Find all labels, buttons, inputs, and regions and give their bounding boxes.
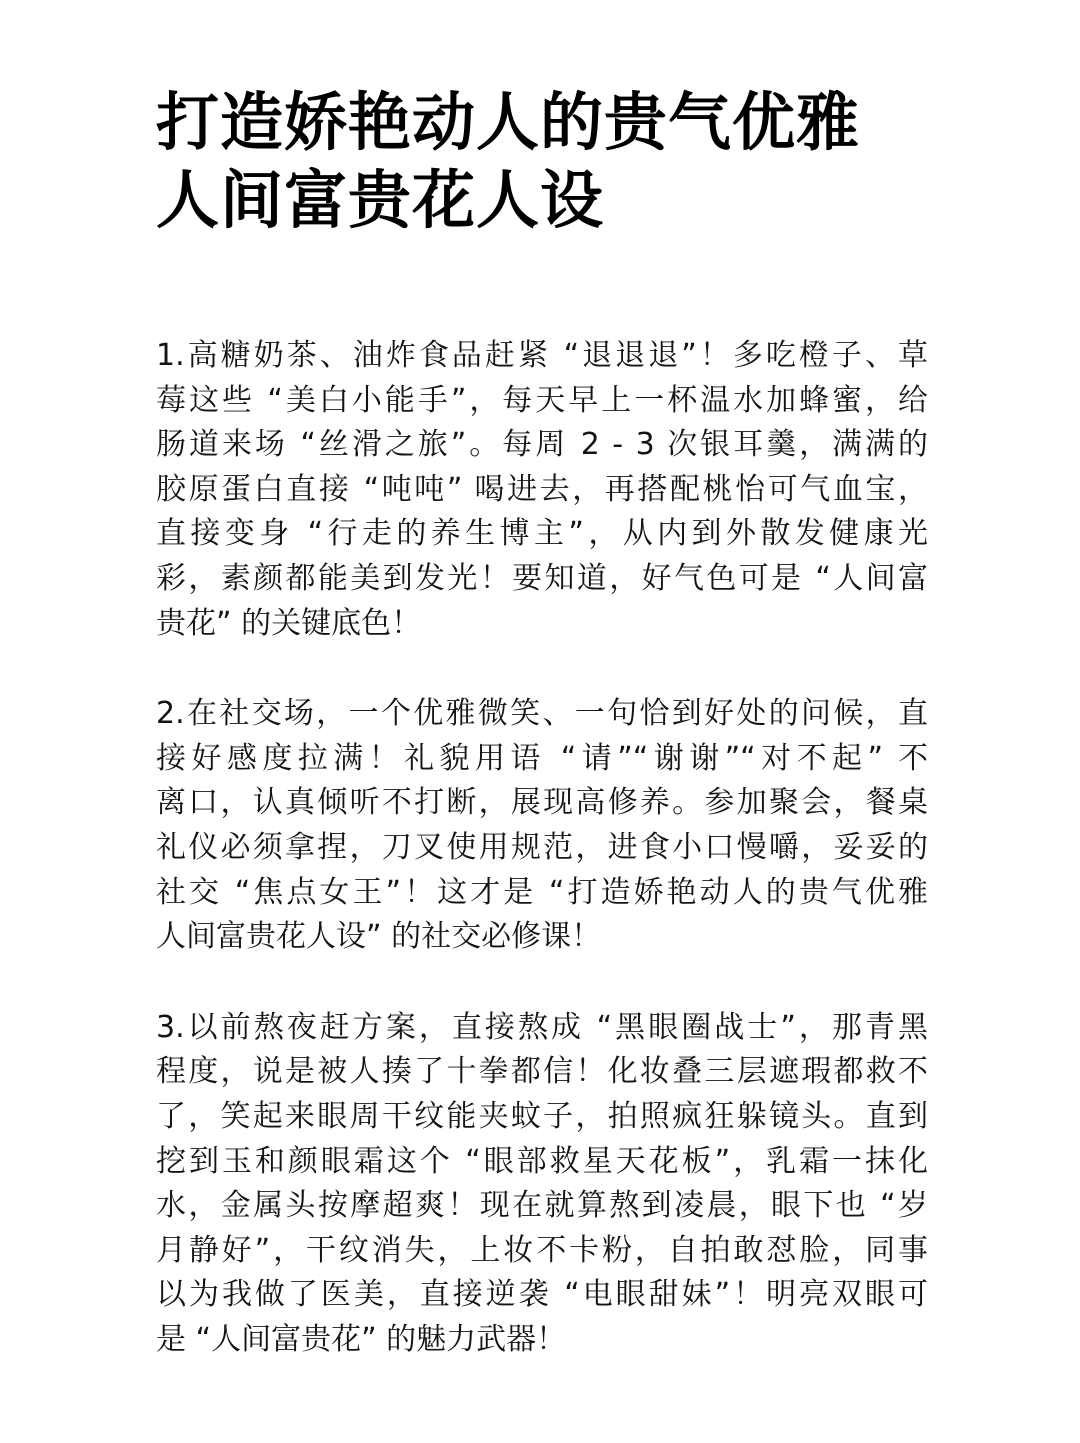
article-body	[156, 334, 928, 1362]
paragraph-line: 水，金属头按摩超爽！现在就算熬到凌晨，眼下也 “岁	[156, 1188, 928, 1224]
paragraph-line: 挖到玉和颜眼霜这个 “眼部救星天花板”，乳霜一抹化	[156, 1143, 928, 1179]
paragraph-line: 是 “人间富贵花” 的魅力武器！	[156, 1321, 567, 1357]
page-title	[156, 84, 928, 240]
title-line: 打造娇艳动人的贵气优雅	[156, 86, 860, 159]
title-line: 人间富贵花人设	[156, 164, 604, 237]
paragraph-line: 人间富贵花人设” 的社交必修课！	[156, 919, 602, 955]
paragraph-3	[156, 1006, 928, 1363]
paragraph-line: 直接变身 “行走的养生博主”，从内到外散发健康光	[156, 516, 928, 552]
article	[156, 84, 928, 1408]
paragraph-line: 程度，说是被人揍了十拳都信！化妆叠三层遮瑕都救不	[156, 1054, 928, 1090]
paragraph-line: 社交 “焦点女王”！这才是 “打造娇艳动人的贵气优雅	[156, 874, 928, 910]
paragraph-line: 离口，认真倾听不打断，展现高修养。参加聚会，餐桌	[156, 785, 928, 821]
paragraph-line: 彩，素颜都能美到发光！要知道，好气色可是 “人间富	[156, 560, 928, 596]
paragraph-line: 礼仪必须拿捏，刀叉使用规范，进食小口慢嚼，妥妥的	[156, 829, 928, 865]
paragraph-line: 2.在社交场，一个优雅微笑、一句恰到好处的问候，直	[156, 696, 928, 732]
paragraph-line: 了，笑起来眼周干纹能夹蚊子，拍照疯狂躲镜头。直到	[156, 1098, 928, 1134]
paragraph-line: 1.高糖奶茶、油炸食品赶紧 “退退退”！多吃橙子、草	[156, 338, 928, 373]
paragraph-line: 肠道来场 “丝滑之旅”。每周 2 - 3 次银耳羹，满满的	[156, 427, 928, 463]
paragraph-1	[156, 334, 928, 646]
paragraph-line: 以为我做了医美，直接逆袭 “电眼甜妹”！明亮双眼可	[156, 1277, 928, 1313]
paragraph-line: 莓这些 “美白小能手”，每天早上一杯温水加蜂蜜，给	[156, 382, 928, 418]
paragraph-line: 接好感度拉满！礼貌用语 “请”“谢谢”“对不起” 不	[156, 740, 928, 776]
paragraph-line: 3.以前熬夜赶方案，直接熬成 “黑眼圈战士”，那青黑	[156, 1009, 928, 1045]
paragraph-2	[156, 692, 928, 960]
paragraph-line: 月静好”，干纹消失，上妆不卡粉，自拍敢怼脸，同事	[156, 1232, 928, 1268]
paragraph-line: 胶原蛋白直接 “吨吨” 喝进去，再搭配桃怡可气血宝，	[156, 471, 928, 507]
paragraph-line: 贵花” 的关键底色！	[156, 605, 422, 641]
